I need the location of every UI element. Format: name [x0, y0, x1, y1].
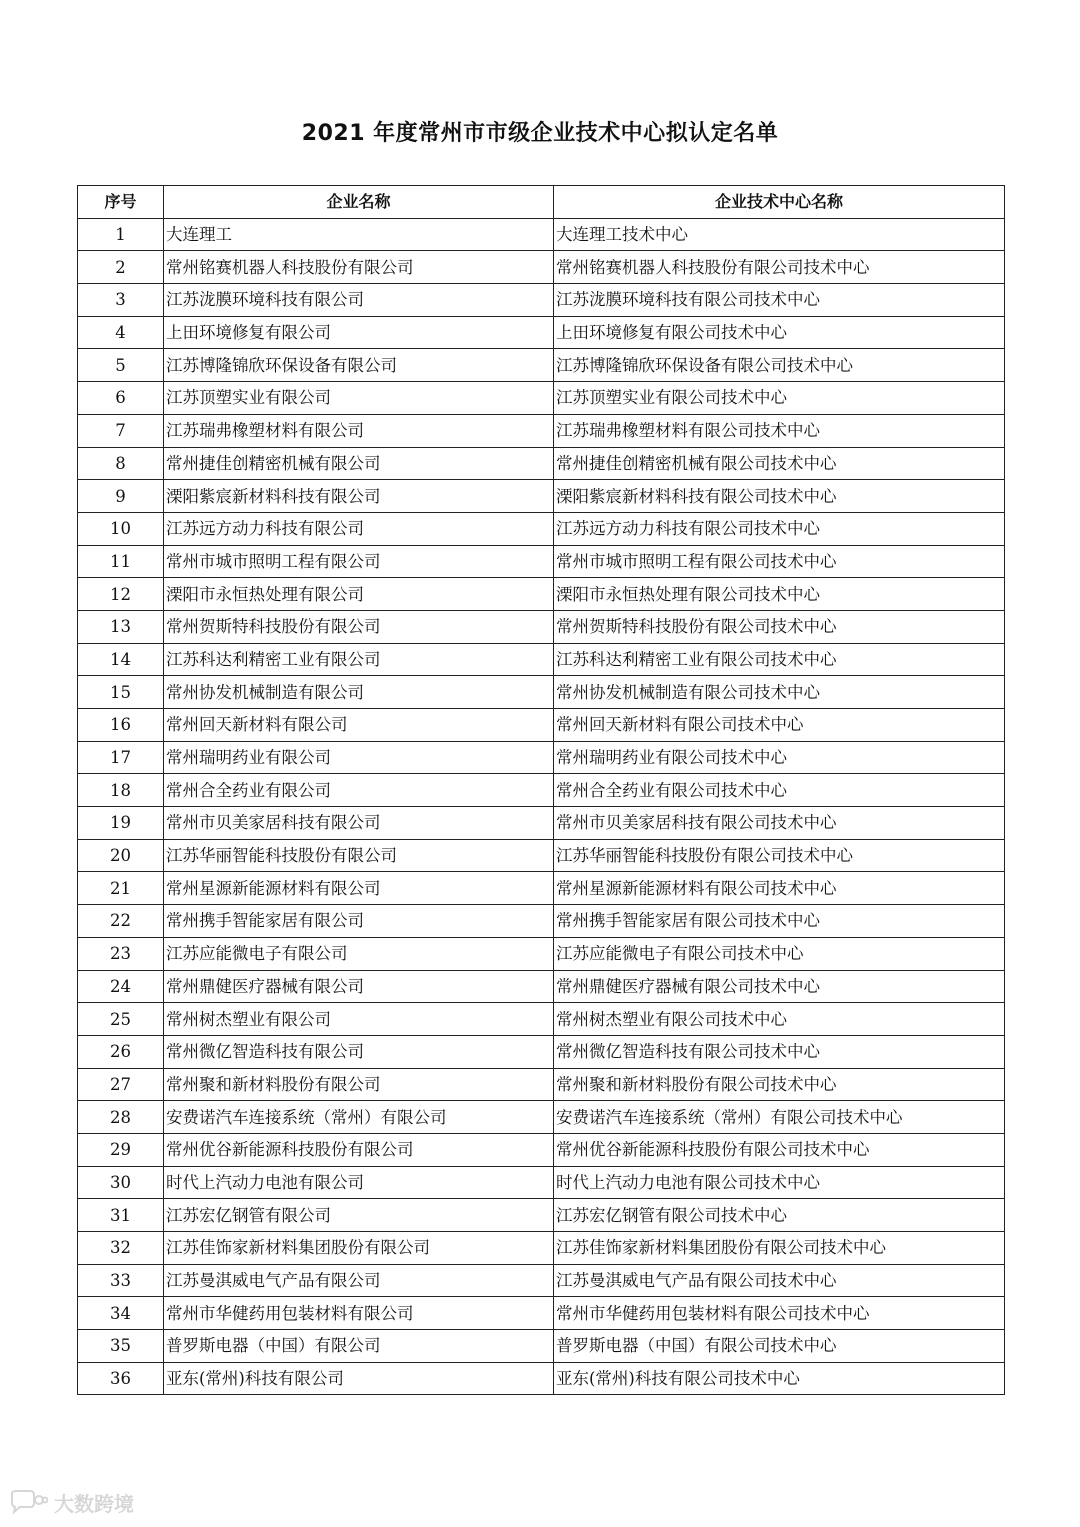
- row-index: 26: [78, 1035, 164, 1068]
- table-row: [78, 872, 1005, 905]
- tech-center-name: 常州鼎健医疗器械有限公司技术中心: [554, 970, 1005, 1003]
- tech-center-name: 常州回天新材料有限公司技术中心: [554, 709, 1005, 742]
- company-name: 江苏应能微电子有限公司: [164, 937, 554, 970]
- tech-center-name: 常州市城市照明工程有限公司技术中心: [554, 545, 1005, 578]
- company-name: 上田环境修复有限公司: [164, 316, 554, 349]
- row-index: 7: [78, 414, 164, 447]
- company-name: 常州星源新能源材料有限公司: [164, 872, 554, 905]
- table-row: [78, 807, 1005, 840]
- company-name: 常州贺斯特科技股份有限公司: [164, 610, 554, 643]
- tech-center-name: 常州市华健药用包装材料有限公司技术中心: [554, 1297, 1005, 1330]
- row-index: 24: [78, 970, 164, 1003]
- company-name: 江苏远方动力科技有限公司: [164, 512, 554, 545]
- table-row: [78, 610, 1005, 643]
- tech-center-name: 江苏佳饰家新材料集团股份有限公司技术中心: [554, 1232, 1005, 1265]
- chat-bubble-icon: [8, 1490, 48, 1516]
- row-index: 13: [78, 610, 164, 643]
- row-index: 11: [78, 545, 164, 578]
- tech-center-name: 江苏华丽智能科技股份有限公司技术中心: [554, 839, 1005, 872]
- company-name: 常州瑞明药业有限公司: [164, 741, 554, 774]
- company-name: 常州聚和新材料股份有限公司: [164, 1068, 554, 1101]
- tech-center-name: 常州聚和新材料股份有限公司技术中心: [554, 1068, 1005, 1101]
- row-index: 9: [78, 480, 164, 513]
- table-row: [78, 545, 1005, 578]
- row-index: 27: [78, 1068, 164, 1101]
- tech-center-name: 常州市贝美家居科技有限公司技术中心: [554, 807, 1005, 840]
- company-name: 溧阳紫宸新材料科技有限公司: [164, 480, 554, 513]
- tech-center-name: 常州星源新能源材料有限公司技术中心: [554, 872, 1005, 905]
- tech-center-name: 大连理工技术中心: [554, 218, 1005, 251]
- row-index: 3: [78, 284, 164, 317]
- tech-center-name: 江苏瑞弗橡塑材料有限公司技术中心: [554, 414, 1005, 447]
- table-row: [78, 1199, 1005, 1232]
- row-index: 22: [78, 905, 164, 938]
- table-row: [78, 839, 1005, 872]
- company-name: 常州微亿智造科技有限公司: [164, 1035, 554, 1068]
- company-name: 江苏曼淇威电气产品有限公司: [164, 1264, 554, 1297]
- tech-center-name: 时代上汽动力电池有限公司技术中心: [554, 1166, 1005, 1199]
- table-row: [78, 643, 1005, 676]
- company-name: 常州市贝美家居科技有限公司: [164, 807, 554, 840]
- company-name: 江苏华丽智能科技股份有限公司: [164, 839, 554, 872]
- row-index: 29: [78, 1133, 164, 1166]
- company-name: 江苏顶塑实业有限公司: [164, 382, 554, 415]
- row-index: 36: [78, 1362, 164, 1395]
- table-row: [78, 480, 1005, 513]
- table-row: [78, 1330, 1005, 1363]
- table-row: [78, 414, 1005, 447]
- enterprise-table: [77, 185, 1005, 1395]
- row-index: 8: [78, 447, 164, 480]
- watermark: [8, 1488, 134, 1517]
- tech-center-name: 江苏曼淇威电气产品有限公司技术中心: [554, 1264, 1005, 1297]
- table-row: [78, 349, 1005, 382]
- row-index: 23: [78, 937, 164, 970]
- row-index: 20: [78, 839, 164, 872]
- table-row: [78, 1035, 1005, 1068]
- tech-center-name: 安费诺汽车连接系统（常州）有限公司技术中心: [554, 1101, 1005, 1134]
- company-name: 江苏佳饰家新材料集团股份有限公司: [164, 1232, 554, 1265]
- row-index: 12: [78, 578, 164, 611]
- table-row: [78, 382, 1005, 415]
- table-row: [78, 512, 1005, 545]
- company-name: 安费诺汽车连接系统（常州）有限公司: [164, 1101, 554, 1134]
- company-name: 亚东(常州)科技有限公司: [164, 1362, 554, 1395]
- company-name: 江苏科达利精密工业有限公司: [164, 643, 554, 676]
- table-row: [78, 1166, 1005, 1199]
- tech-center-name: 亚东(常州)科技有限公司技术中心: [554, 1362, 1005, 1395]
- tech-center-name: 常州贺斯特科技股份有限公司技术中心: [554, 610, 1005, 643]
- company-name: 常州树杰塑业有限公司: [164, 1003, 554, 1036]
- header-company-name: 企业名称: [164, 186, 554, 219]
- tech-center-name: 常州优谷新能源科技股份有限公司技术中心: [554, 1133, 1005, 1166]
- table-row: [78, 1297, 1005, 1330]
- tech-center-name: 江苏博隆锦欣环保设备有限公司技术中心: [554, 349, 1005, 382]
- tech-center-name: 常州树杰塑业有限公司技术中心: [554, 1003, 1005, 1036]
- company-name: 常州优谷新能源科技股份有限公司: [164, 1133, 554, 1166]
- table-row: [78, 1003, 1005, 1036]
- company-name: 常州铭赛机器人科技股份有限公司: [164, 251, 554, 284]
- row-index: 6: [78, 382, 164, 415]
- header-index: 序号: [78, 186, 164, 219]
- tech-center-name: 常州铭赛机器人科技股份有限公司技术中心: [554, 251, 1005, 284]
- row-index: 34: [78, 1297, 164, 1330]
- row-index: 31: [78, 1199, 164, 1232]
- tech-center-name: 江苏科达利精密工业有限公司技术中心: [554, 643, 1005, 676]
- table-row: [78, 1068, 1005, 1101]
- table-row: [78, 709, 1005, 742]
- row-index: 32: [78, 1232, 164, 1265]
- tech-center-name: 江苏应能微电子有限公司技术中心: [554, 937, 1005, 970]
- tech-center-name: 溧阳紫宸新材料科技有限公司技术中心: [554, 480, 1005, 513]
- row-index: 15: [78, 676, 164, 709]
- row-index: 21: [78, 872, 164, 905]
- row-index: 25: [78, 1003, 164, 1036]
- tech-center-name: 常州协发机械制造有限公司技术中心: [554, 676, 1005, 709]
- company-name: 常州市华健药用包装材料有限公司: [164, 1297, 554, 1330]
- row-index: 35: [78, 1330, 164, 1363]
- table-row: [78, 774, 1005, 807]
- table-row: [78, 1133, 1005, 1166]
- table-row: [78, 284, 1005, 317]
- tech-center-name: 常州瑞明药业有限公司技术中心: [554, 741, 1005, 774]
- row-index: 2: [78, 251, 164, 284]
- row-index: 16: [78, 709, 164, 742]
- tech-center-name: 江苏泷膜环境科技有限公司技术中心: [554, 284, 1005, 317]
- page-title: 2021 年度常州市市级企业技术中心拟认定名单: [301, 121, 779, 146]
- company-name: 常州市城市照明工程有限公司: [164, 545, 554, 578]
- tech-center-name: 常州合全药业有限公司技术中心: [554, 774, 1005, 807]
- table-body: [78, 218, 1005, 1395]
- table-header-row: [78, 186, 1005, 219]
- row-index: 1: [78, 218, 164, 251]
- table-row: [78, 218, 1005, 251]
- tech-center-name: 江苏宏亿钢管有限公司技术中心: [554, 1199, 1005, 1232]
- tech-center-name: 江苏远方动力科技有限公司技术中心: [554, 512, 1005, 545]
- table-row: [78, 1362, 1005, 1395]
- company-name: 江苏宏亿钢管有限公司: [164, 1199, 554, 1232]
- watermark-text: 大数跨境: [54, 1492, 134, 1516]
- company-name: 常州回天新材料有限公司: [164, 709, 554, 742]
- company-name: 大连理工: [164, 218, 554, 251]
- row-index: 30: [78, 1166, 164, 1199]
- company-name: 常州携手智能家居有限公司: [164, 905, 554, 938]
- table-row: [78, 1264, 1005, 1297]
- header-tech-center-name: 企业技术中心名称: [554, 186, 1005, 219]
- tech-center-name: 江苏顶塑实业有限公司技术中心: [554, 382, 1005, 415]
- row-index: 14: [78, 643, 164, 676]
- tech-center-name: 常州携手智能家居有限公司技术中心: [554, 905, 1005, 938]
- company-name: 常州鼎健医疗器械有限公司: [164, 970, 554, 1003]
- row-index: 28: [78, 1101, 164, 1134]
- row-index: 10: [78, 512, 164, 545]
- company-name: 常州协发机械制造有限公司: [164, 676, 554, 709]
- company-name: 时代上汽动力电池有限公司: [164, 1166, 554, 1199]
- tech-center-name: 常州捷佳创精密机械有限公司技术中心: [554, 447, 1005, 480]
- table-row: [78, 905, 1005, 938]
- table-row: [78, 741, 1005, 774]
- company-name: 普罗斯电器（中国）有限公司: [164, 1330, 554, 1363]
- company-name: 江苏瑞弗橡塑材料有限公司: [164, 414, 554, 447]
- tech-center-name: 普罗斯电器（中国）有限公司技术中心: [554, 1330, 1005, 1363]
- table-row: [78, 1232, 1005, 1265]
- table-row: [78, 1101, 1005, 1134]
- table-row: [78, 970, 1005, 1003]
- company-name: 溧阳市永恒热处理有限公司: [164, 578, 554, 611]
- row-index: 18: [78, 774, 164, 807]
- tech-center-name: 常州微亿智造科技有限公司技术中心: [554, 1035, 1005, 1068]
- table-row: [78, 447, 1005, 480]
- table-row: [78, 578, 1005, 611]
- company-name: 常州捷佳创精密机械有限公司: [164, 447, 554, 480]
- row-index: 5: [78, 349, 164, 382]
- tech-center-name: 溧阳市永恒热处理有限公司技术中心: [554, 578, 1005, 611]
- table-row: [78, 251, 1005, 284]
- tech-center-name: 上田环境修复有限公司技术中心: [554, 316, 1005, 349]
- row-index: 33: [78, 1264, 164, 1297]
- table-row: [78, 937, 1005, 970]
- table-row: [78, 316, 1005, 349]
- row-index: 4: [78, 316, 164, 349]
- row-index: 17: [78, 741, 164, 774]
- table-row: [78, 676, 1005, 709]
- row-index: 19: [78, 807, 164, 840]
- company-name: 江苏博隆锦欣环保设备有限公司: [164, 349, 554, 382]
- company-name: 常州合全药业有限公司: [164, 774, 554, 807]
- company-name: 江苏泷膜环境科技有限公司: [164, 284, 554, 317]
